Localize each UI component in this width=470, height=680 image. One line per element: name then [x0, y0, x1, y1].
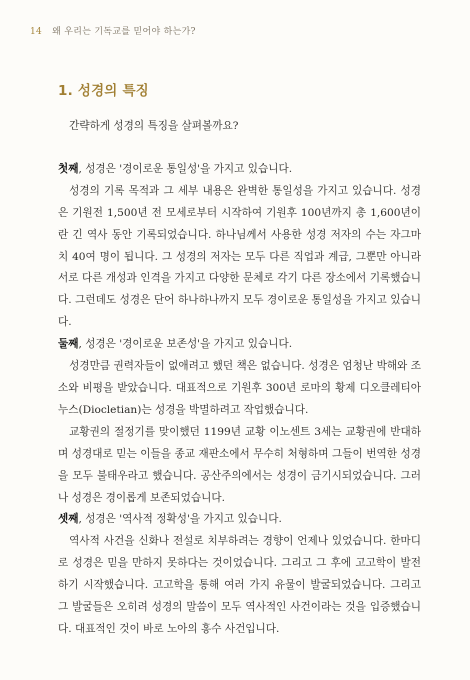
unity-paragraph: 성경의 기록 목적과 그 세부 내용은 완벽한 통일성을 가지고 있습니다. 성경은 기원전 1,500년 전 모세로부터 시작하여 기원후 100년까지 총 1,600년이란 긴 역사 동안 기록되었습니다. 하나님께서 사용한 성경 저자의 수는 자그마치 40여 명이 됩니다. 그 성경의 저자는 모두 다른 직업과 계급, 그뿐만 아니라 서로 다른 개성과 인격을 가지고 다양한 문체로 각기 다른 장소에서 기록했습니다. 그런데도 성경은 단어 하나하나까지 모두 경이로운 통일성을 가지고 있습니다. [58, 184, 421, 329]
second-point-paragraph [58, 334, 421, 356]
intro-paragraph: 간략하게 성경의 특징을 살펴볼까요? [69, 120, 239, 132]
second-point-text: , 성경은 '경이로운 보존성'을 가지고 있습니다. [78, 338, 293, 351]
first-point-paragraph [58, 159, 421, 181]
first-point-marker: 첫째 [58, 162, 79, 175]
page-number: 14 [30, 27, 43, 37]
history-paragraph: 역사적 사건을 신화나 전설로 치부하려는 경향이 언제나 있었습니다. 한마디로 성경은 믿을 만하지 못하다는 것이었습니다. 그리고 그 후에 고고학이 발전하기 시작했습니다. 고고학을 통해 여러 가지 유물이 발굴되었습니다. 그리고 그 발굴들은 오히려 성경의 말씀이 모두 역사적인 사건이라는 것을 입증했습니다. 대표적인 것이 바로 노아의 홍수 사건입니다. [58, 535, 421, 635]
first-point-text: , 성경은 '경이로운 통일성'을 가지고 있습니다. [78, 162, 293, 175]
third-point-marker: 셋째 [58, 513, 79, 526]
preservation-paragraph: 성경만큼 권력자들이 없애려고 했던 책은 없습니다. 성경은 엄청난 박해와 조소와 비평을 받았습니다. 대표적으로 기원후 300년 로마의 황제 디오클레티아누스(Diocletian)는 성경을 박멸하려고 작업했습니다. [58, 360, 421, 416]
body-text [58, 116, 421, 641]
second-point-marker: 둘째 [58, 338, 79, 351]
section-title: 1. 성경의 특징 [58, 83, 149, 99]
third-point-paragraph [58, 509, 421, 531]
running-title: 왜 우리는 기독교를 믿어야 하는가? [52, 27, 196, 37]
papacy-paragraph: 교황권의 절정기를 맞이했던 1199년 교황 이노센트 3세는 교황권에 반대하며 성경대로 믿는 이들을 종교 재판소에서 무수히 처형하며 그들이 번역한 성경을 모두 불태우라고 했습니다. 공산주의에서는 성경이 금기시되었습니다. 그러나 성경은 경이롭게 보존되었습니다. [58, 425, 421, 504]
third-point-text: , 성경은 '역사적 정확성'을 가지고 있습니다. [78, 513, 282, 526]
running-header [30, 24, 196, 37]
